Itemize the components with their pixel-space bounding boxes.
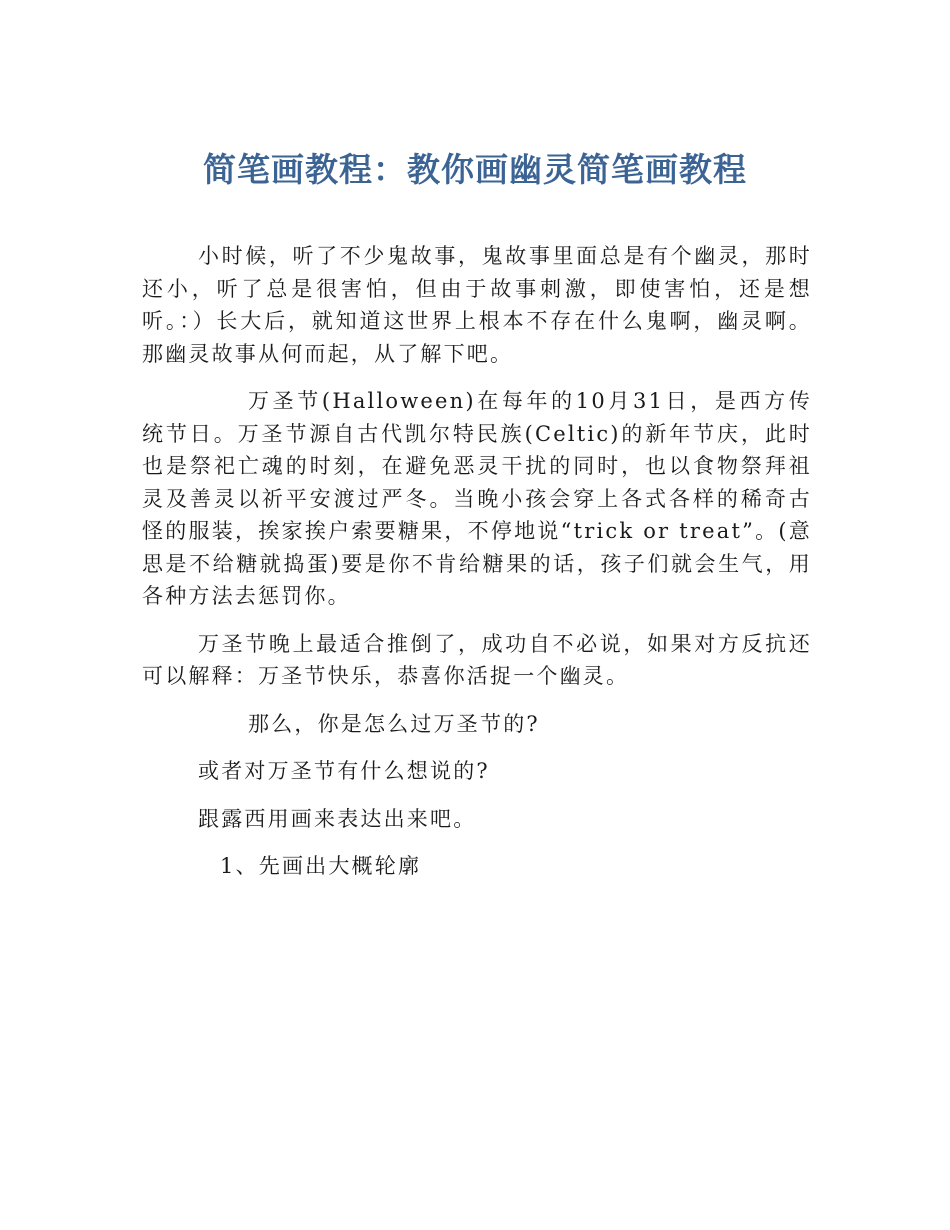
step-1-heading: 1、先画出大概轮廓 <box>220 854 422 878</box>
paragraph-childhood-ghost-stories: 小时候，听了不少鬼故事，鬼故事里面总是有个幽灵，那时还小，听了总是很害怕，但由于故事刺激，即使害怕，还是想听。：）长大后，就知道这世界上根本不存在什么鬼啊，幽灵啊。那幽灵故事从何而起，从了解下吧。 <box>142 244 812 366</box>
document-body <box>142 240 812 898</box>
paragraph-halloween-night: 万圣节晚上最适合推倒了，成功自不必说，如果对方反抗还可以解释：万圣节快乐，恭喜你活捉一个幽灵。 <box>142 631 812 688</box>
page-title: 简笔画教程：教你画幽灵简笔画教程 <box>203 150 747 189</box>
paragraph-halloween-origin: 万圣节(Halloween)在每年的10月31日，是西方传统节日。万圣节源自古代凯尔特民族(Celtic)的新年节庆，此时也是祭祀亡魂的时刻，在避免恶灵干扰的同时，也以食物祭拜祖灵及善灵以祈平安渡过严冬。当晚小孩会穿上各式各样的稀奇古怪的服装，挨家挨户索要糖果，不停地说“trick or treat”。(意思是不给糖就捣蛋)要是你不肯给糖果的话，孩子们就会生气，用各种方法去惩罚你。 <box>142 389 812 608</box>
paragraph-how-celebrate: 那么，你是怎么过万圣节的? <box>248 711 540 736</box>
paragraph-what-to-say: 或者对万圣节有什么想说的? <box>198 759 490 783</box>
paragraph-draw-with-lucy: 跟露西用画来表达出来吧。 <box>198 806 477 831</box>
